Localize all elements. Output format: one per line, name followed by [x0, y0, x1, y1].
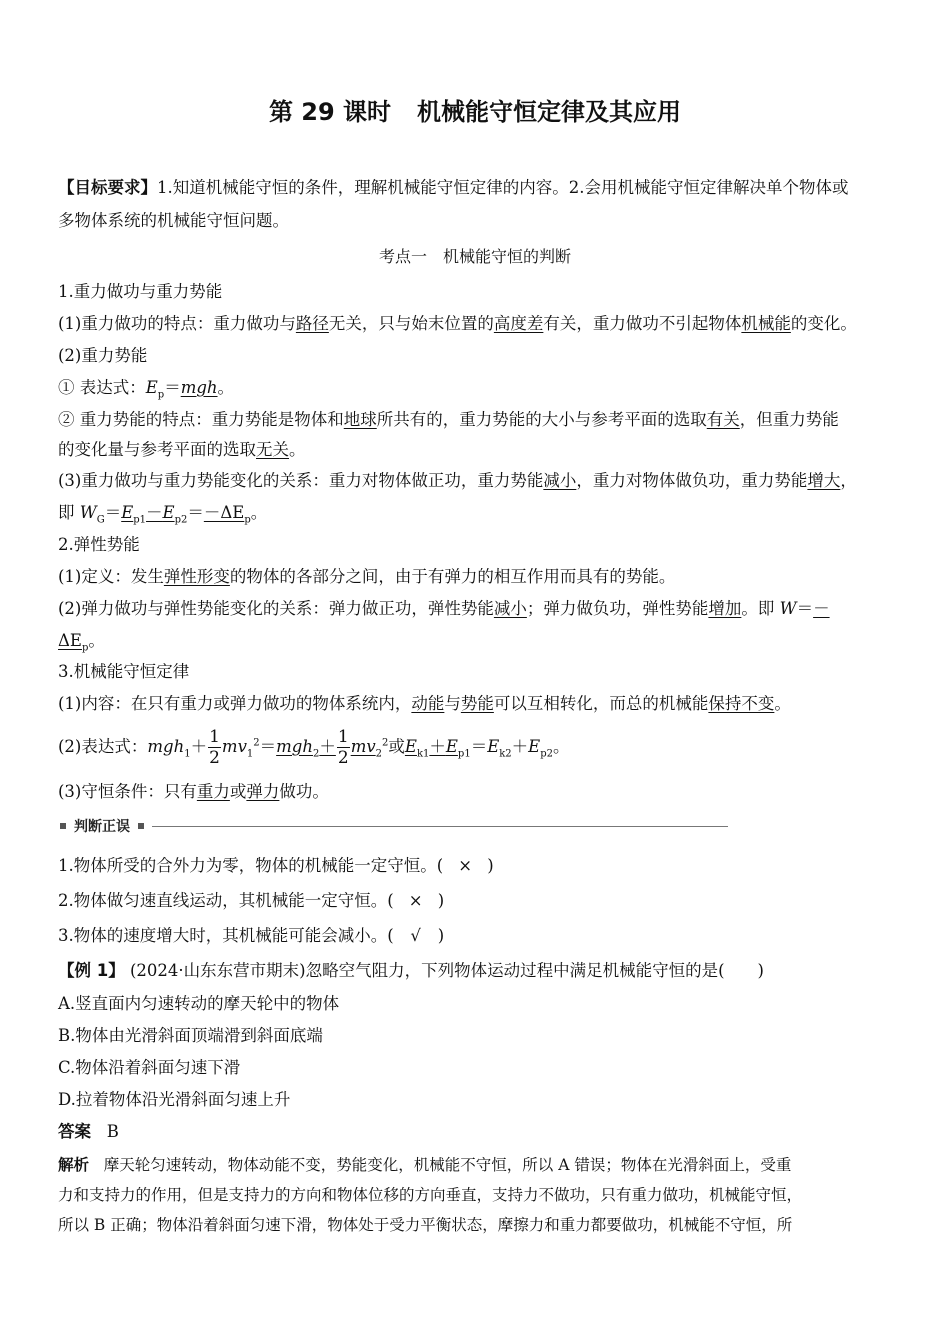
answer-value: B	[106, 1122, 119, 1141]
heading-gravity-pe: (2)重力势能	[58, 346, 148, 365]
gravity-work-pe-relation: (3)重力做功与重力势能变化的关系：重力对物体做正功，重力势能减小，重力对物体做负功，重力势能增大，	[58, 471, 857, 490]
gravity-pe-feature-cont: 的变化量与参考平面的选取无关。	[58, 440, 306, 459]
gravity-pe-expression: ① 表达式：$E_p=mgh$。	[58, 378, 235, 401]
option-b: B.物体由光滑斜面顶端滑到斜面底端	[58, 1026, 323, 1045]
conservation-content: (1)内容：在只有重力或弹力做功的物体系统内，动能与势能可以互相转化，而总的机械能保持不变。	[58, 694, 791, 713]
analysis-line-2: 力和支持力的作用，但是支持力的方向和物体位移的方向垂直，支持力不做功，只有重力做功，机械能守恒，	[58, 1186, 803, 1204]
lesson-number: 第 29 课时	[268, 98, 392, 126]
goals-line-2: 多物体系统的机械能守恒问题。	[58, 211, 289, 230]
heading-elastic-pe: 2.弹性势能	[58, 535, 140, 554]
gravity-work-formula: 即 $W_G=E_{p1}-E_{p2}=-\Delta E_p$。	[58, 503, 268, 526]
conservation-condition: (3)守恒条件：只有重力或弹力做功。	[58, 782, 329, 801]
example-stem: 【例 1】 (2024·山东东营市期末)忽略空气阻力，下列物体运动过程中满足机械能守恒的是( )	[58, 961, 764, 980]
answer-line	[58, 1122, 894, 1142]
section-heading: 考点一 机械能守恒的判断	[378, 247, 571, 266]
judge-mark: ×	[408, 891, 423, 910]
option-c: C.物体沿着斜面匀速下滑	[58, 1058, 241, 1077]
conservation-expression: (2)表达式：mgh$_1$＋ $\frac{1}{2}$ $mv_1^2=mgh_2+$ $\frac{1}{2}$ $mv_2^2$或$E_{k1}+E_{p1}=E_{k2}+E_{p2}$。	[58, 727, 570, 768]
heading-conservation-law: 3.机械能守恒定律	[58, 662, 190, 681]
square-bullet-icon	[60, 823, 66, 829]
elastic-work-formula-cont: $\Delta E_p$。	[58, 631, 105, 654]
example-tag: 【例 1】	[58, 961, 125, 980]
analysis-line-3: 所以 B 正确；物体沿着斜面匀速下滑，物体处于受力平衡状态，摩擦力和重力都要做功，机械能不守恒，所	[58, 1216, 793, 1234]
heading-gravity-work: 1.重力做功与重力势能	[58, 282, 223, 301]
analysis-line-1: 解析 摩天轮匀速转动，物体动能不变，势能变化，机械能不守恒，所以 A 错误；物体在光滑斜面上，受重	[58, 1156, 792, 1174]
judge-section-header: 判断正误	[58, 817, 728, 835]
judge-item: 1.物体所受的合外力为零，物体的机械能一定守恒。( × )	[58, 856, 494, 875]
square-bullet-icon	[138, 823, 144, 829]
option-d: D.拉着物体沿光滑斜面匀速上升	[58, 1090, 291, 1109]
gravity-work-feature: (1)重力做功的特点：重力做功与路径无关，只与始末位置的高度差有关，重力做功不引起物体机械能的变化。	[58, 314, 857, 333]
gravity-pe-feature: ② 重力势能的特点：重力势能是物体和地球所共有的，重力势能的大小与参考平面的选取有关，但重力势能	[58, 410, 839, 429]
goals-line-1: 【目标要求】1.知道机械能守恒的条件，理解机械能守恒定律的内容。2.会用机械能守恒定律解决单个物体或	[58, 178, 849, 197]
option-a: A.竖直面内匀速转动的摩天轮中的物体	[58, 994, 340, 1013]
judge-item: 2.物体做匀速直线运动，其机械能一定守恒。( × )	[58, 891, 445, 910]
lesson-topic: 机械能守恒定律及其应用	[417, 98, 682, 126]
half-fraction: $\frac{1}{2}$	[209, 727, 220, 768]
judge-item: 3.物体的速度增大时，其机械能可能会减小。( √ )	[58, 926, 445, 945]
elastic-pe-definition: (1)定义：发生弹性形变的物体的各部分之间，由于有弹力的相互作用而具有的势能。	[58, 567, 676, 586]
answer-label: 答案	[58, 1122, 91, 1141]
page-title	[0, 92, 950, 127]
divider	[152, 826, 728, 827]
judge-mark: ×	[458, 856, 473, 875]
judge-mark: √	[410, 926, 421, 945]
half-fraction-2: $\frac{1}{2}$	[337, 727, 349, 768]
analysis-label: 解析	[58, 1156, 90, 1174]
goals-tag: 【目标要求】	[58, 178, 157, 197]
elastic-work-relation: (2)弹力做功与弹性势能变化的关系：弹力做正功，弹性势能减小；弹力做负功，弹性势能增加。即 W＝－	[58, 599, 830, 618]
